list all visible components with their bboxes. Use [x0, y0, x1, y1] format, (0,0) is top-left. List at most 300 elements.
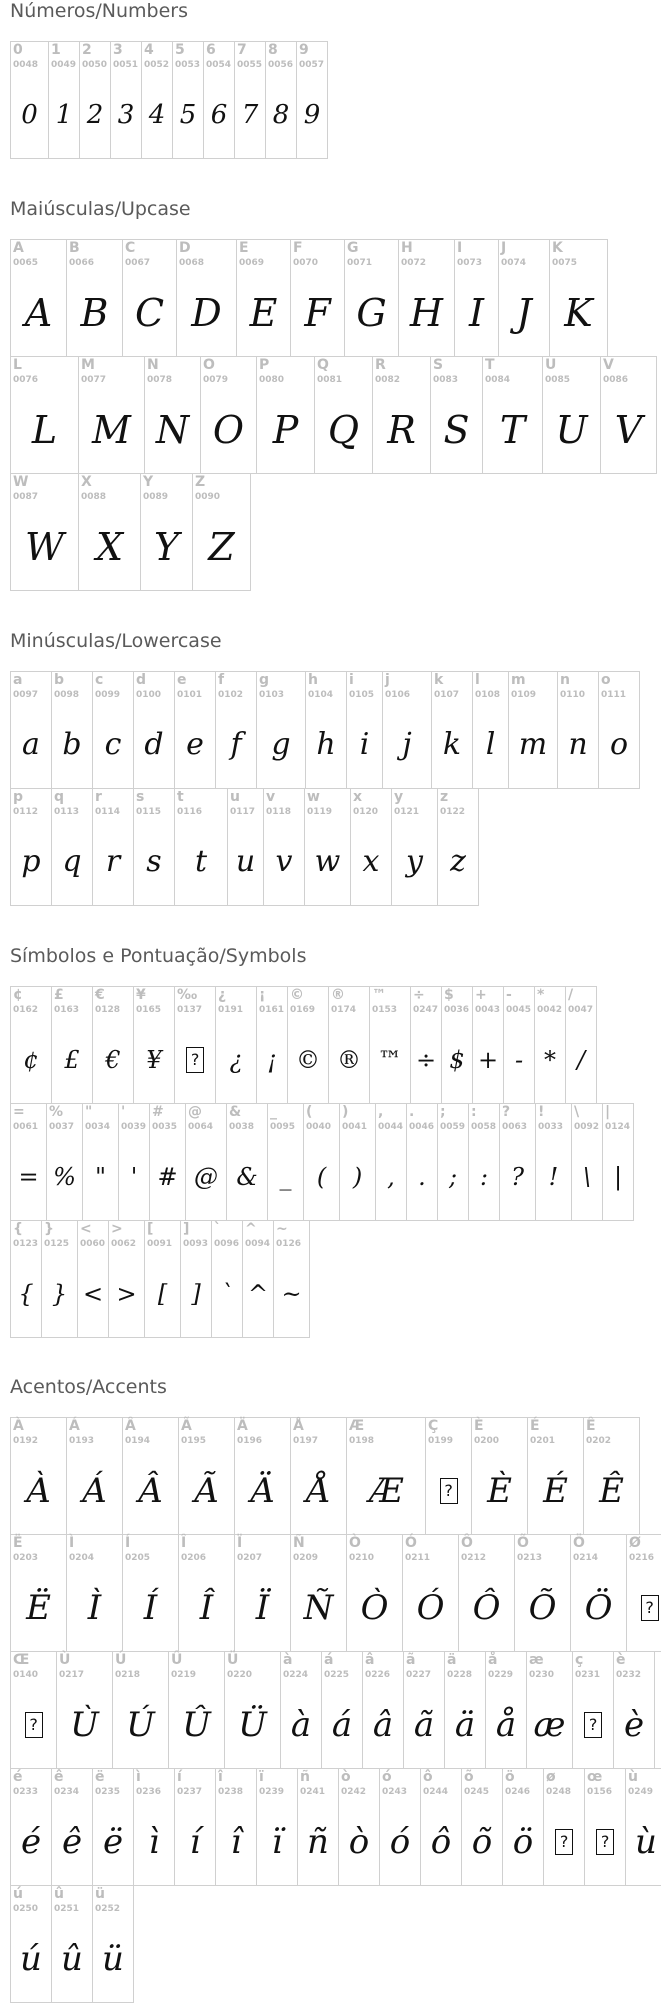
glyph-code-label: 0102: [218, 690, 244, 700]
glyph-sample: ~: [281, 1280, 302, 1308]
glyph-character-label: £: [54, 987, 64, 1003]
glyph-sample: Å: [306, 1471, 331, 1511]
glyph-row: [10, 239, 656, 356]
glyph-sample: x: [362, 844, 380, 879]
glyph-sample: +: [477, 1046, 499, 1074]
glyph-character-label: C: [125, 240, 136, 256]
glyph-code-label: 0236: [136, 1787, 162, 1797]
glyph-character-label: ù: [628, 1769, 638, 1785]
glyph-character-label: à: [283, 1652, 293, 1668]
glyph-code-label: 0207: [237, 1553, 263, 1563]
glyph-row: [10, 1417, 661, 1534]
glyph-sample: @: [194, 1163, 218, 1191]
glyph-cell: [406, 1103, 438, 1221]
glyph-character-label: 7: [237, 42, 247, 58]
glyph-code-label: 0097: [13, 690, 39, 700]
glyph-cell: [144, 1220, 181, 1338]
glyph-character-label: ]: [183, 1221, 190, 1237]
glyph-sample: ': [130, 1163, 138, 1191]
glyph-character-label: A: [13, 240, 24, 256]
glyph-cell: [66, 1534, 123, 1652]
glyph-code-label: 0089: [143, 492, 169, 502]
glyph-cell: [499, 1103, 536, 1221]
glyph-code-label: 0121: [394, 807, 420, 817]
glyph-cell: [10, 239, 67, 357]
glyph-sample: t: [194, 844, 208, 879]
glyph-code-label: 0140: [13, 1670, 39, 1680]
glyph-cell: [192, 473, 251, 591]
glyph-sample: 1: [55, 100, 73, 130]
glyph-grid: [10, 671, 639, 905]
glyph-code-label: 0196: [237, 1436, 263, 1446]
glyph-character-label: $: [444, 987, 454, 1003]
glyph-sample: Q: [327, 408, 360, 452]
glyph-sample: %: [53, 1163, 76, 1191]
glyph-character-label: Ù: [59, 1652, 71, 1668]
glyph-cell: [180, 1220, 212, 1338]
glyph-code-label: 0114: [95, 807, 121, 817]
glyph-sample: E: [249, 291, 278, 335]
glyph-sample: Ò: [360, 1588, 389, 1628]
glyph-cell: [290, 1534, 347, 1652]
glyph-cell: [379, 1768, 421, 1886]
glyph-sample: Ó: [416, 1588, 445, 1628]
glyph-character-label: j: [385, 672, 390, 688]
glyph-code-label: 0122: [440, 807, 466, 817]
glyph-cell: [10, 1534, 67, 1652]
glyph-code-label: 0126: [276, 1239, 302, 1249]
glyph-sample: y: [406, 844, 423, 879]
glyph-cell: [242, 1220, 274, 1338]
glyph-code-label: 0088: [81, 492, 107, 502]
glyph-sample: &: [236, 1163, 258, 1191]
glyph-sample: S: [443, 408, 470, 452]
glyph-code-label: 0095: [270, 1122, 296, 1132]
glyph-code-label: 0111: [601, 690, 627, 700]
glyph-character-label: l: [475, 672, 480, 688]
glyph-cell: [122, 1417, 179, 1535]
glyph-sample: €: [105, 1046, 121, 1074]
glyph-row: [10, 356, 656, 473]
glyph-cell: [472, 671, 509, 789]
glyph-code-label: 0115: [136, 807, 162, 817]
glyph-sample: ñ: [307, 1822, 329, 1862]
glyph-cell: [338, 1768, 380, 1886]
glyph-cell: [168, 1651, 225, 1769]
glyph-cell: [79, 41, 111, 159]
glyph-character-label: #: [152, 1104, 164, 1120]
glyph-sample: 4: [148, 100, 166, 130]
glyph-cell: [108, 1220, 145, 1338]
glyph-character-label: (: [306, 1104, 313, 1120]
glyph-code-label: 0041: [342, 1122, 368, 1132]
glyph-cell: [10, 788, 52, 906]
glyph-code-label: 0107: [434, 690, 460, 700]
glyph-sample: >: [116, 1280, 137, 1308]
glyph-cell: [602, 1103, 634, 1221]
glyph-code-label: 0039: [121, 1122, 147, 1132]
glyph-cell: [350, 788, 392, 906]
glyph-cell: [133, 788, 175, 906]
glyph-character-label: 5: [175, 42, 185, 58]
glyph-character-label: k: [434, 672, 444, 688]
missing-glyph-icon: [585, 1817, 625, 1867]
glyph-cell: [66, 1417, 123, 1535]
glyph-sample: W: [24, 525, 65, 569]
glyph-sample: ê: [61, 1822, 83, 1862]
glyph-sample: X: [95, 525, 124, 569]
glyph-code-label: 0226: [365, 1670, 391, 1680]
glyph-cell: [46, 1103, 83, 1221]
glyph-cell: [133, 986, 175, 1104]
glyph-sample: 2: [86, 100, 104, 130]
glyph-cell: [461, 1768, 503, 1886]
missing-glyph-box: ?: [555, 1829, 573, 1855]
glyph-cell: [437, 788, 479, 906]
glyph-cell: [92, 788, 134, 906]
glyph-sample: K: [564, 291, 593, 335]
glyph-code-label: 0044: [378, 1122, 404, 1132]
glyph-character-label: Ì: [69, 1535, 75, 1551]
glyph-sample: J: [516, 291, 532, 335]
glyph-code-label: 0061: [13, 1122, 39, 1132]
glyph-cell: [472, 986, 504, 1104]
glyph-cell: [48, 41, 80, 159]
glyph-character-label: _: [270, 1104, 277, 1120]
glyph-code-label: 0042: [537, 1005, 563, 1015]
glyph-cell: [600, 356, 657, 474]
glyph-sample: {: [18, 1280, 34, 1308]
glyph-sample: P: [272, 408, 299, 452]
glyph-sample: G: [356, 291, 387, 335]
glyph-sample: á: [331, 1705, 353, 1745]
glyph-cell: [485, 1651, 527, 1769]
missing-glyph-box: ?: [186, 1047, 204, 1073]
missing-glyph-icon: [175, 1035, 215, 1085]
glyph-sample: 0: [21, 100, 38, 130]
glyph-sample: £: [64, 1046, 80, 1074]
glyph-cell: [346, 1534, 403, 1652]
glyph-cell: [82, 1103, 119, 1221]
glyph-character-label: q: [54, 789, 65, 805]
glyph-code-label: 0198: [349, 1436, 375, 1446]
glyph-sample: å: [495, 1705, 517, 1745]
glyph-sample: ®: [337, 1046, 361, 1074]
glyph-code-label: 0106: [385, 690, 411, 700]
glyph-code-label: 0124: [605, 1122, 631, 1132]
glyph-code-label: 0237: [177, 1787, 203, 1797]
glyph-sample: Ô: [472, 1588, 501, 1628]
glyph-row: [10, 41, 327, 158]
glyph-code-label: 0212: [461, 1553, 487, 1563]
glyph-character-label: \: [574, 1104, 580, 1120]
glyph-character-label: ?: [502, 1104, 511, 1120]
glyph-grid: [10, 986, 633, 1337]
glyph-character-label: æ: [529, 1652, 544, 1668]
glyph-sample: `: [221, 1280, 233, 1308]
glyph-code-label: 0038: [229, 1122, 255, 1132]
glyph-sample: *: [544, 1046, 556, 1074]
glyph-character-label: ™: [372, 987, 386, 1003]
glyph-code-label: 0109: [511, 690, 537, 700]
glyph-character-label: c: [95, 672, 104, 688]
glyph-code-label: 0251: [54, 1904, 80, 1914]
glyph-character-label: Ô: [461, 1535, 473, 1551]
glyph-character-label: &: [229, 1104, 242, 1120]
glyph-character-label: ¢: [13, 987, 23, 1003]
glyph-code-label: 0233: [13, 1787, 39, 1797]
glyph-code-label: 0093: [183, 1239, 209, 1249]
glyph-cell: [10, 671, 52, 789]
glyph-sample: g: [271, 727, 291, 762]
glyph-character-label: B: [69, 240, 80, 256]
glyph-character-label: ë: [95, 1769, 105, 1785]
glyph-cell: [303, 1103, 340, 1221]
glyph-character-label: 9: [299, 42, 309, 58]
glyph-cell: [10, 1768, 52, 1886]
glyph-character-label: @: [188, 1104, 202, 1120]
glyph-sample: }: [51, 1280, 68, 1308]
glyph-row: [10, 473, 656, 590]
glyph-code-label: 0243: [382, 1787, 408, 1797]
glyph-sample: ): [352, 1163, 363, 1191]
glyph-sample: ?: [511, 1163, 524, 1191]
glyph-sample: n: [568, 727, 588, 762]
glyph-cell: [535, 1103, 572, 1221]
glyph-character-label: Q: [317, 357, 329, 373]
glyph-grid: [10, 239, 656, 590]
glyph-character-label: Ï: [237, 1535, 243, 1551]
glyph-character-label: Ü: [227, 1652, 239, 1668]
glyph-character-label: y: [394, 789, 404, 805]
glyph-code-label: 0067: [125, 258, 151, 268]
glyph-cell: [287, 986, 329, 1104]
glyph-sample: ù: [635, 1822, 657, 1862]
missing-glyph-icon: [544, 1817, 584, 1867]
glyph-cell: [557, 671, 599, 789]
missing-glyph-box: ?: [641, 1595, 659, 1621]
glyph-character-label: `: [214, 1221, 221, 1237]
glyph-code-label: 0048: [13, 60, 39, 70]
glyph-cell: [141, 41, 173, 159]
glyph-sample: û: [61, 1939, 83, 1979]
glyph-code-label: 0244: [423, 1787, 449, 1797]
glyph-character-label: Ó: [405, 1535, 417, 1551]
glyph-character-label: I: [457, 240, 463, 256]
glyph-cell: [304, 788, 351, 906]
glyph-sample: w: [314, 844, 341, 879]
glyph-sample: è: [623, 1705, 645, 1745]
glyph-code-label: 0228: [447, 1670, 473, 1680]
glyph-cell: [598, 671, 640, 789]
glyph-sample: H: [409, 291, 444, 335]
glyph-sample: ü: [102, 1939, 124, 1979]
glyph-sample: ò: [348, 1822, 370, 1862]
glyph-cell: [410, 986, 442, 1104]
missing-glyph-icon: [426, 1466, 471, 1516]
glyph-grid: [10, 41, 327, 158]
glyph-cell: [458, 1534, 515, 1652]
glyph-character-label: N: [147, 357, 159, 373]
glyph-cell: [549, 239, 608, 357]
glyph-character-label: W: [13, 474, 29, 490]
glyph-code-label: 0049: [51, 60, 77, 70]
glyph-character-label: 6: [206, 42, 216, 58]
glyph-character-label: ø: [546, 1769, 556, 1785]
glyph-sample: =: [18, 1163, 39, 1191]
glyph-sample: ö: [512, 1822, 534, 1862]
glyph-code-label: 0245: [464, 1787, 490, 1797]
glyph-character-label: }: [44, 1221, 54, 1237]
missing-glyph-icon: [627, 1583, 661, 1633]
glyph-cell: [227, 788, 264, 906]
glyph-code-label: 0230: [529, 1670, 555, 1680]
glyph-character-label: ñ: [300, 1769, 310, 1785]
glyph-character-label: è: [616, 1652, 626, 1668]
glyph-sample: ^: [247, 1280, 269, 1308]
glyph-character-label: ö: [505, 1769, 515, 1785]
glyph-sample: ì: [148, 1822, 160, 1862]
glyph-character-label: ¡: [259, 987, 266, 1003]
glyph-sample: Ú: [126, 1705, 155, 1745]
glyph-cell: [92, 671, 134, 789]
glyph-code-label: 0085: [545, 375, 571, 385]
glyph-code-label: 0218: [115, 1670, 141, 1680]
glyph-character-label: ú: [13, 1886, 23, 1902]
glyph-code-label: 0229: [488, 1670, 514, 1680]
glyph-sample: i: [359, 727, 370, 762]
glyph-character-label: ÷: [413, 987, 425, 1003]
glyph-cell: [92, 1768, 134, 1886]
glyph-character-label: M: [81, 357, 95, 373]
glyph-code-label: 0128: [95, 1005, 121, 1015]
glyph-cell: [498, 239, 550, 357]
glyph-sample: -: [514, 1046, 524, 1074]
glyph-cell: [10, 1417, 67, 1535]
glyph-cell: [454, 239, 499, 357]
glyph-code-label: 0248: [546, 1787, 572, 1797]
glyph-cell: [391, 788, 438, 906]
glyph-cell: [305, 671, 347, 789]
glyph-cell: [133, 671, 175, 789]
glyph-cell: [176, 239, 237, 357]
glyph-cell: [118, 1103, 150, 1221]
glyph-character-label: .: [409, 1104, 415, 1120]
glyph-sample: o: [609, 727, 629, 762]
glyph-character-label: Å: [293, 1418, 304, 1434]
glyph-character-label: û: [54, 1886, 64, 1902]
glyph-cell: [122, 239, 177, 357]
glyph-cell: [178, 1417, 235, 1535]
glyph-row: [10, 788, 639, 905]
glyph-sample: !: [548, 1163, 559, 1191]
glyph-sample: 9: [303, 100, 321, 130]
glyph-cell: [369, 986, 411, 1104]
glyph-character-label: Í: [125, 1535, 131, 1551]
glyph-code-label: 0076: [13, 375, 39, 385]
glyph-character-label: 3: [113, 42, 123, 58]
glyph-sample: /: [576, 1046, 586, 1074]
glyph-character-label: Û: [171, 1652, 183, 1668]
glyph-character-label: F: [293, 240, 303, 256]
glyph-cell: [10, 1651, 57, 1769]
glyph-character-label: G: [347, 240, 359, 256]
glyph-sample: Ä: [250, 1471, 275, 1511]
glyph-row: [10, 1768, 661, 1885]
glyph-sample: L: [31, 408, 58, 452]
charmap-section: [10, 0, 327, 158]
glyph-code-label: 0211: [405, 1553, 431, 1563]
glyph-row: [10, 1220, 633, 1337]
glyph-sample: c: [104, 727, 122, 762]
glyph-character-label: w: [307, 789, 320, 805]
glyph-cell: [234, 1417, 291, 1535]
glyph-character-label: á: [324, 1652, 334, 1668]
glyph-code-label: 0197: [293, 1436, 319, 1446]
glyph-code-label: 0053: [175, 60, 201, 70]
glyph-code-label: 0246: [505, 1787, 531, 1797]
glyph-character-label: ç: [575, 1652, 584, 1668]
glyph-code-label: 0103: [259, 690, 285, 700]
glyph-sample: í: [189, 1822, 201, 1862]
glyph-cell: [290, 239, 345, 357]
glyph-sample: Î: [199, 1588, 214, 1628]
glyph-cell: [174, 986, 216, 1104]
glyph-sample: u: [235, 844, 256, 879]
glyph-sample: j: [402, 727, 412, 762]
missing-glyph-box: ?: [440, 1478, 458, 1504]
glyph-sample: ï: [271, 1822, 283, 1862]
glyph-code-label: 0206: [181, 1553, 207, 1563]
glyph-sample: U: [555, 408, 588, 452]
glyph-cell: [441, 986, 473, 1104]
glyph-code-label: 0117: [230, 807, 256, 817]
glyph-code-label: 0034: [85, 1122, 111, 1132]
glyph-sample: à: [290, 1705, 312, 1745]
glyph-character-label: Á: [69, 1418, 80, 1434]
glyph-character-label: +: [475, 987, 487, 1003]
glyph-cell: [256, 671, 306, 789]
glyph-cell: [133, 1768, 175, 1886]
glyph-cell: [584, 1768, 626, 1886]
glyph-code-label: 0058: [471, 1122, 497, 1132]
glyph-code-label: 0213: [517, 1553, 543, 1563]
glyph-character-label: Y: [143, 474, 154, 490]
section-title: Números/Numbers: [10, 0, 188, 22]
glyph-character-label: Ø: [629, 1535, 641, 1551]
glyph-character-label: ~: [276, 1221, 288, 1237]
section-title: Acentos/Accents: [10, 1376, 167, 1398]
glyph-sample: Á: [82, 1471, 107, 1511]
glyph-sample: _: [279, 1163, 292, 1191]
glyph-sample: Ñ: [303, 1588, 334, 1628]
glyph-code-label: 0043: [475, 1005, 501, 1015]
glyph-cell: [51, 788, 93, 906]
glyph-character-label: Ã: [181, 1418, 192, 1434]
glyph-code-label: 0054: [206, 60, 232, 70]
glyph-cell: [10, 1885, 52, 2003]
glyph-cell: [256, 356, 315, 474]
glyph-sample: F: [304, 291, 331, 335]
glyph-code-label: 0098: [54, 690, 80, 700]
glyph-cell: [613, 1651, 655, 1769]
glyph-sample: ä: [454, 1705, 476, 1745]
glyph-character-label: 4: [144, 42, 154, 58]
glyph-cell: [344, 239, 399, 357]
glyph-code-label: 0238: [218, 1787, 244, 1797]
glyph-cell: [263, 788, 305, 906]
glyph-cell: [468, 1103, 500, 1221]
